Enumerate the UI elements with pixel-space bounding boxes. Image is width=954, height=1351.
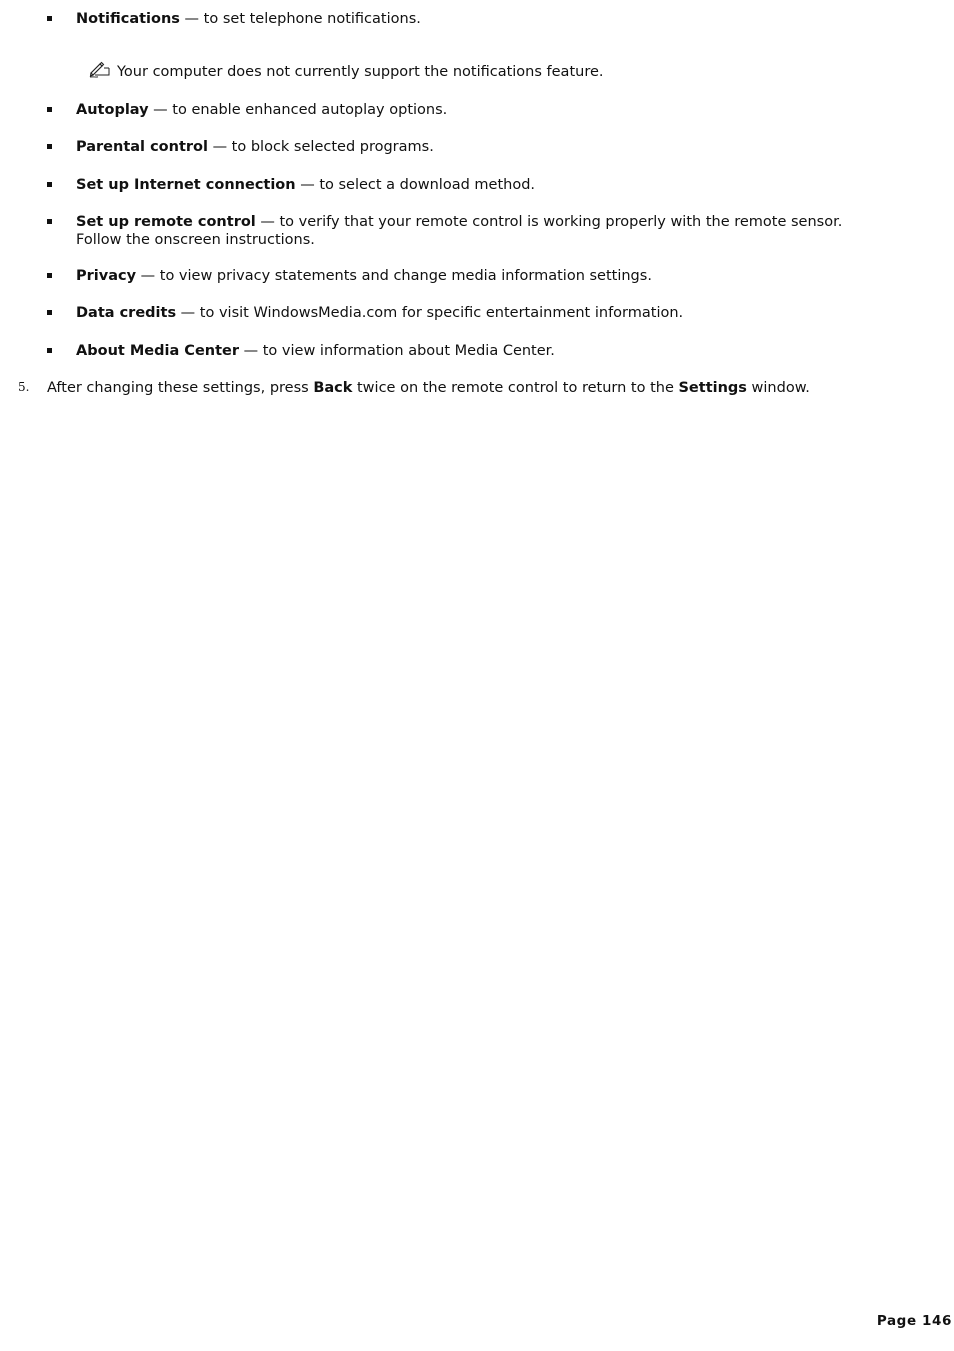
list-item-term: About Media Center xyxy=(76,343,240,359)
bullet-marker xyxy=(47,144,52,149)
list-item-text xyxy=(76,267,896,285)
list-item-description: — to view information about Media Center. xyxy=(239,343,555,359)
list-item-description: — to visit WindowsMedia.com for specific entertainment information. xyxy=(176,305,684,321)
list-item-continuation: Follow the onscreen instructions. xyxy=(76,232,315,248)
list-item-description: — to select a download method. xyxy=(295,177,536,193)
list-item-text xyxy=(76,176,896,194)
step-text-middle: twice on the remote control to return to the xyxy=(352,380,679,396)
bullet-marker xyxy=(47,219,52,224)
list-item-term: Set up Internet connection xyxy=(76,177,296,193)
list-item-text xyxy=(76,213,896,249)
list-item-description: — to verify that your remote control is working properly with the remote sensor. xyxy=(255,214,843,230)
list-item-description: — to enable enhanced autoplay options. xyxy=(148,102,448,118)
list-item-text xyxy=(76,101,896,119)
bullet-marker xyxy=(47,310,52,315)
list-item-term: Privacy xyxy=(76,268,137,284)
bullet-marker xyxy=(47,182,52,187)
note-text: Your computer does not currently support the notifications feature. xyxy=(117,64,604,80)
list-item-term: Parental control xyxy=(76,139,208,155)
page-number: Page 146 xyxy=(876,1313,952,1329)
bullet-marker xyxy=(47,107,52,112)
list-item-term: Set up remote control xyxy=(76,214,256,230)
list-item-term: Notifications xyxy=(76,11,180,27)
list-item-term: Autoplay xyxy=(76,102,149,118)
step-bold-back: Back xyxy=(313,380,353,396)
list-item-text xyxy=(76,304,896,322)
list-item-description: — to set telephone notifications. xyxy=(179,11,421,27)
bullet-marker xyxy=(47,348,52,353)
list-item-text xyxy=(76,138,896,156)
step-text-before: After changing these settings, press xyxy=(47,380,314,396)
step-number: 5. xyxy=(18,380,30,394)
list-item-text xyxy=(76,342,896,360)
list-item-description: — to block selected programs. xyxy=(207,139,434,155)
list-item-term: Data credits xyxy=(76,305,177,321)
bullet-marker xyxy=(47,16,52,21)
step-bold-settings: Settings xyxy=(678,380,747,396)
bullet-marker xyxy=(47,273,52,278)
list-item-text xyxy=(76,10,896,28)
note-pencil-icon xyxy=(89,58,113,78)
step-text xyxy=(47,379,810,397)
step-text-after: window. xyxy=(746,380,810,396)
list-item-description: — to view privacy statements and change media information settings. xyxy=(136,268,652,284)
